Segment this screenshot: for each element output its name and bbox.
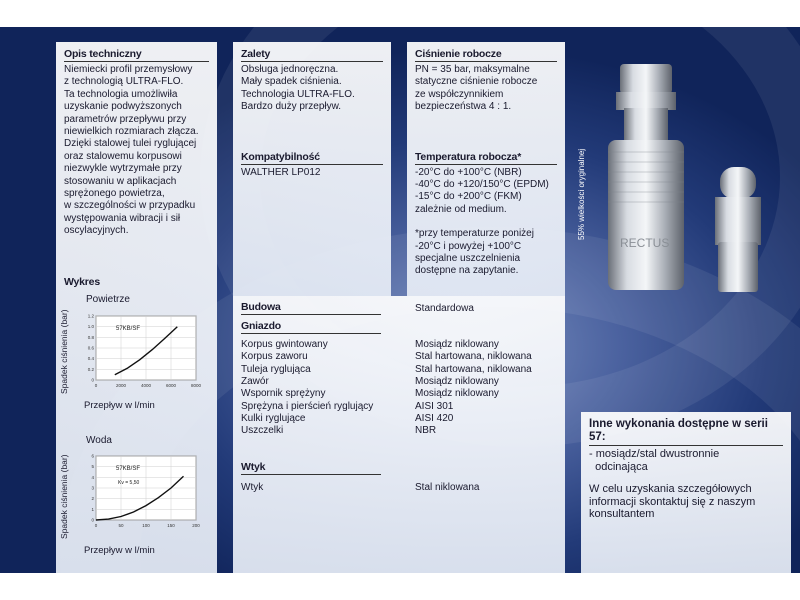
- part-name: Korpus zaworu: [241, 351, 308, 363]
- scale-note: 55% wielkości oryginalnej: [577, 148, 586, 240]
- text-line: *przy temperaturze poniżej: [415, 228, 534, 240]
- socket-thread: [620, 64, 672, 94]
- text-line: sprężonego powietrza,: [64, 188, 165, 200]
- x-tick-label: 0: [94, 383, 98, 388]
- chart-air: [78, 310, 203, 395]
- y-tick-label: 0.8: [87, 334, 94, 340]
- socket-body: [624, 108, 668, 142]
- zalety-text: [241, 64, 383, 114]
- text-line: -15°C do +200°C (FKM): [415, 191, 522, 203]
- opis-title: Opis techniczny: [64, 48, 209, 62]
- x-tick-label: 4000: [140, 383, 152, 388]
- y-tick-label: 0.4: [87, 356, 94, 362]
- text-line: Bardzo duży przepływ.: [241, 101, 342, 113]
- text-line: oraz stalowemu korpusowi: [64, 150, 182, 162]
- text-line: w szczególności w przypadku: [64, 200, 196, 212]
- chart-air-title: Powietrze: [86, 294, 130, 305]
- y-tick-label: 0.6: [87, 345, 94, 351]
- chart-annotation: 57KB/SF: [116, 326, 141, 332]
- text-line: -20°C i powyżej +100°C: [415, 240, 522, 252]
- text-line: - mosiądz/stal dwustronnie: [589, 448, 720, 460]
- temperatura-title: Temperatura robocza*: [415, 151, 557, 165]
- x-tick-label: 0: [94, 523, 98, 528]
- chart-water-ylabel: Spadek ciśnienia (bar): [59, 454, 69, 539]
- text-line: niezwykle wytrzymałe przy: [64, 163, 182, 175]
- text-line: informacji skontaktuj się z naszym: [589, 495, 756, 508]
- plug-thread: [718, 242, 758, 292]
- opis-text: [64, 64, 209, 238]
- part-name: Kulki ryglujące: [241, 412, 306, 424]
- text-line: występowania wibracji i sił: [64, 212, 181, 224]
- plug-nipple: [720, 167, 756, 199]
- zalety-panel: [233, 42, 391, 296]
- temperatura-note: [415, 228, 557, 278]
- text-line: Obsługa jednoręczna.: [241, 64, 339, 75]
- y-tick-label: 1.2: [87, 313, 94, 319]
- chart-annotation-kv: Kv = 5,50: [118, 480, 140, 486]
- budowa-title: Budowa: [241, 301, 381, 315]
- part-material: Stal hartowana, niklowana: [415, 363, 532, 375]
- part-name: Tuleja ryglująca: [241, 363, 311, 375]
- text-line: zależnie od medium.: [415, 203, 507, 215]
- text-line: bezpieczeństwa 4 : 1.: [415, 101, 512, 113]
- inne-title: Inne wykonania dostępne w serii 57:: [589, 418, 783, 446]
- budowa-value: Standardowa: [415, 303, 474, 314]
- text-line: stosowaniu w aplikacjach: [64, 175, 177, 187]
- socket-sleeve: [608, 140, 684, 290]
- socket-hex: [616, 92, 676, 110]
- text-line: Dzięki stalowej tulei ryglującej: [64, 138, 197, 150]
- product-photo: [580, 42, 790, 297]
- part-material: Stal niklowana: [415, 482, 480, 493]
- kompatybilnosc-value: WALTHER LP012: [241, 166, 321, 178]
- part-name: Zawór: [241, 375, 269, 387]
- y-tick-label: 5: [91, 464, 94, 470]
- chart-air-ylabel: Spadek ciśnienia (bar): [59, 309, 69, 394]
- text-line: -40°C do +120/150°C (EPDM): [415, 179, 549, 191]
- text-line: Mały spadek ciśnienia.: [241, 76, 342, 88]
- cisnienie-title: Ciśnienie robocze: [415, 48, 557, 62]
- part-material: Stal hartowana, niklowana: [415, 351, 532, 363]
- text-line: dostępne na zapytanie.: [415, 265, 519, 277]
- part-name: Korpus gwintowany: [241, 339, 328, 350]
- y-tick-label: 0: [91, 517, 94, 523]
- part-material: Mosiądz niklowany: [415, 339, 499, 350]
- text-line: ze współczynnikiem: [415, 88, 504, 100]
- text-line: Technologia ULTRA-FLO.: [241, 88, 355, 100]
- text-line: konsultantem: [589, 508, 655, 520]
- inne-contact: [589, 483, 783, 521]
- x-tick-label: 6000: [165, 383, 177, 388]
- text-line: niewielkich rozmiarach złącza.: [64, 126, 199, 138]
- text-line: parametrów przepływu przy: [64, 113, 187, 125]
- part-name: Wspornik sprężyny: [241, 388, 326, 400]
- x-tick-label: 50: [118, 523, 124, 528]
- y-tick-label: 1.0: [87, 324, 94, 330]
- x-tick-label: 8000: [190, 383, 202, 388]
- text-line: statyczne ciśnienie robocze: [415, 76, 538, 88]
- text-line: specjalne uszczelnienia: [415, 253, 521, 265]
- gniazdo-title: Gniazdo: [241, 320, 381, 334]
- zalety-title: Zalety: [241, 48, 383, 62]
- text-line: PN = 35 bar, maksymalne: [415, 64, 530, 75]
- wtyk-title: Wtyk: [241, 461, 381, 475]
- inne-panel: [581, 412, 791, 573]
- part-material: AISI 301: [415, 400, 454, 412]
- text-line: Ta technologia umożliwiła: [64, 88, 178, 100]
- text-line: Niemiecki profil przemysłowy: [64, 64, 193, 75]
- text-line: uzyskanie podwyższonych: [64, 101, 182, 113]
- chart-water-xlabel: Przepływ w l/min: [84, 545, 155, 556]
- y-tick-label: 6: [91, 453, 94, 459]
- y-tick-label: 0.2: [87, 366, 94, 372]
- part-name: Uszczelki: [241, 425, 284, 437]
- y-tick-label: 3: [91, 485, 94, 491]
- cisnienie-text: [415, 64, 557, 114]
- chart-water: [78, 450, 203, 540]
- chart-annotation: 57KB/SF: [116, 466, 141, 472]
- chart-air-xlabel: Przepływ w l/min: [84, 400, 155, 411]
- part-name: Wtyk: [241, 482, 264, 493]
- budowa-panel: [233, 296, 565, 573]
- engraving-text: RECTUS: [620, 236, 670, 250]
- y-tick-label: 0: [91, 377, 94, 383]
- part-material: Mosiądz niklowany: [415, 388, 499, 400]
- part-material: Mosiądz niklowany: [415, 375, 499, 387]
- part-name: Sprężyna i pierścień ryglujący: [241, 400, 374, 412]
- cisnienie-panel: [407, 42, 565, 296]
- inne-text: [589, 448, 783, 473]
- x-tick-label: 150: [167, 523, 175, 528]
- y-tick-label: 4: [91, 474, 94, 480]
- part-material: AISI 420: [415, 412, 454, 424]
- x-tick-label: 2000: [115, 383, 127, 388]
- temperatura-text: [415, 167, 557, 217]
- text-line: W celu uzyskania szczegółowych: [589, 483, 752, 495]
- text-line: -20°C do +100°C (NBR): [415, 166, 522, 178]
- part-material: NBR: [415, 425, 437, 437]
- x-tick-label: 100: [142, 523, 150, 528]
- text-line: odcinająca: [589, 460, 648, 473]
- kompatybilnosc-title: Kompatybilność: [241, 151, 383, 165]
- plug-hex: [715, 197, 761, 245]
- text-line: oscylacyjnych.: [64, 225, 129, 237]
- y-tick-label: 1: [91, 506, 94, 512]
- chart-water-title: Woda: [86, 435, 112, 446]
- left-panel: [56, 42, 217, 573]
- x-tick-label: 200: [192, 523, 200, 528]
- text-line: z technologią ULTRA-FLO.: [64, 76, 184, 88]
- y-tick-label: 2: [91, 496, 94, 502]
- wykres-title: Wykres: [64, 276, 100, 288]
